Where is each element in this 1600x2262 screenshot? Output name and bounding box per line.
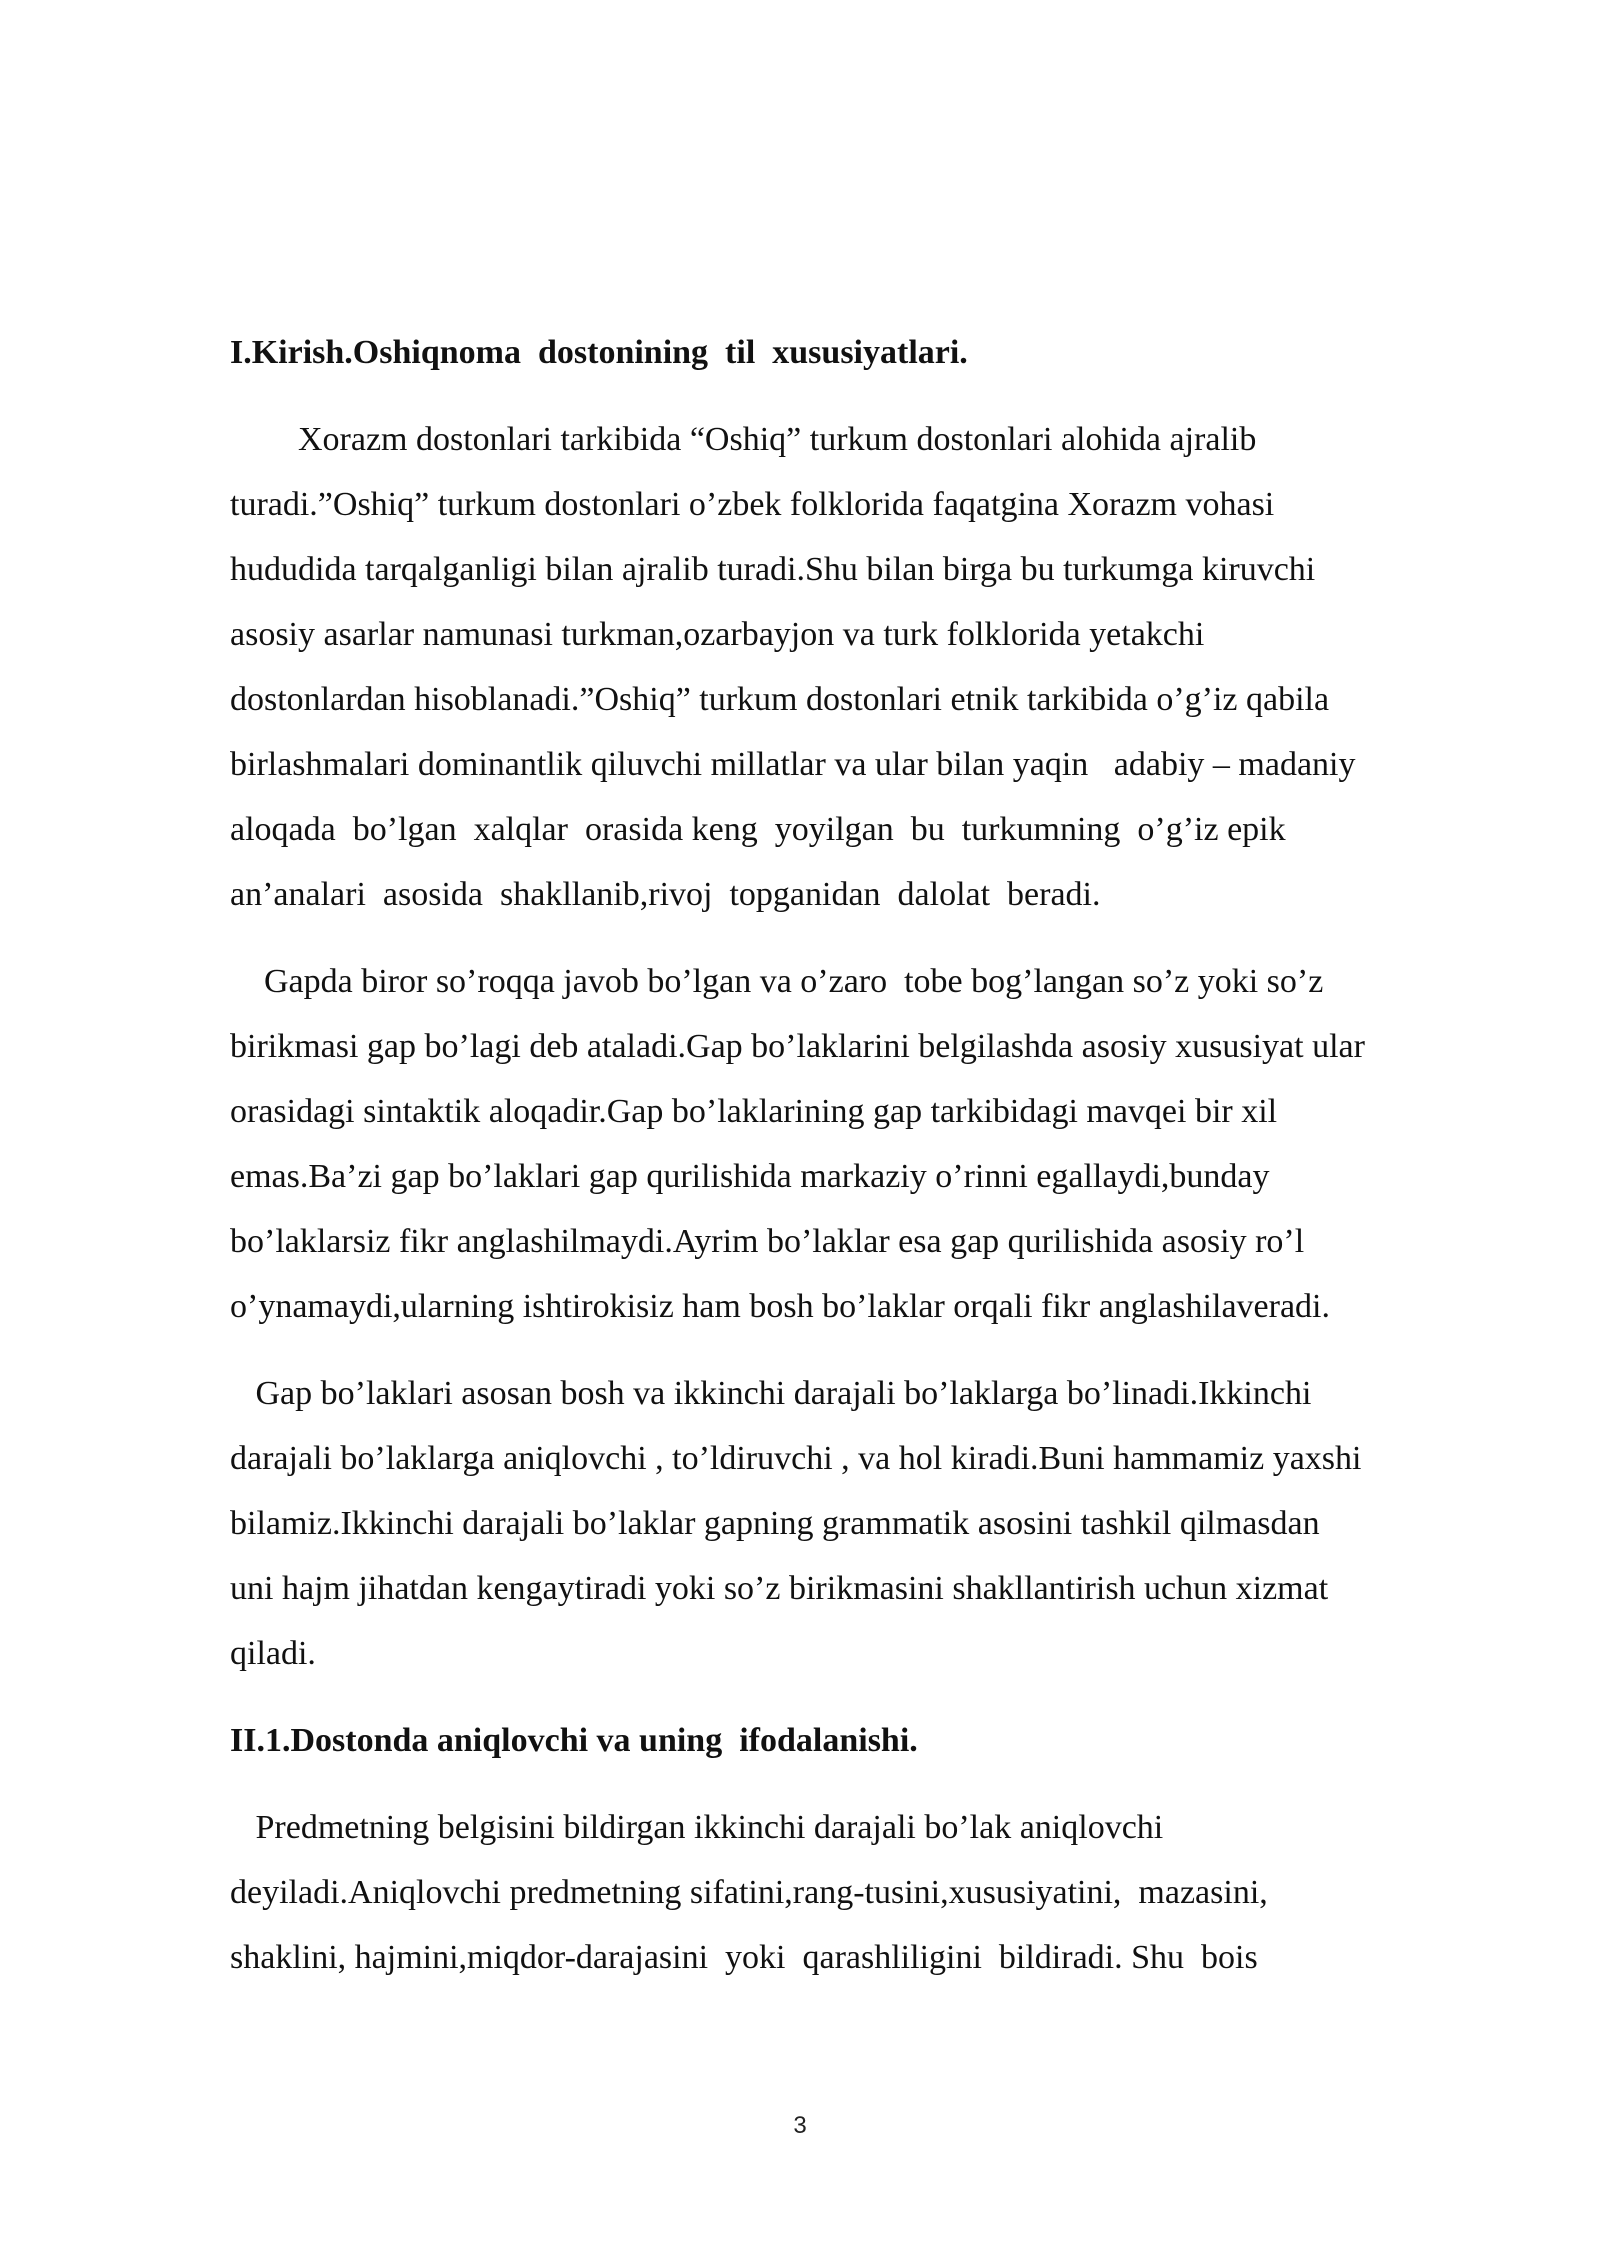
paragraph-sentence-parts <box>230 949 1500 1339</box>
text-line: birlashmalari dominantlik qiluvchi millatlar va ular bilan yaqin adabiy – madaniy <box>230 746 1356 783</box>
spacer <box>230 1339 1500 1361</box>
text-line: Gap bo’laklari asosan bosh va ikkinchi darajali bo’laklarga bo’linadi.Ikkinchi <box>230 1375 1312 1412</box>
text-line: deyiladi.Aniqlovchi predmetning sifatini,rang-tusini,xususiyatini, mazasini, <box>230 1874 1268 1911</box>
text-line: an’analari asosida shakllanib,rivoj topganidan dalolat beradi. <box>230 876 1101 913</box>
spacer <box>230 385 1500 407</box>
text-line: Predmetning belgisini bildirgan ikkinchi darajali bo’lak aniqlovchi <box>230 1809 1164 1846</box>
text-line: emas.Ba’zi gap bo’laklari gap qurilishida markaziy o’rinni egallaydi,bunday <box>230 1158 1270 1195</box>
text-line: Xorazm dostonlari tarkibida “Oshiq” turkum dostonlari alohida ajralib <box>230 421 1257 458</box>
text-line: dostonlardan hisoblanadi.”Oshiq” turkum dostonlari etnik tarkibida o’g’iz qabila <box>230 681 1330 718</box>
text-line: o’ynamaydi,ularning ishtirokisiz ham bosh bo’laklar orqali fikr anglashilaveradi. <box>230 1288 1330 1325</box>
text-line: orasidagi sintaktik aloqadir.Gap bo’laklarining gap tarkibidagi mavqei bir xil <box>230 1093 1278 1130</box>
text-line: Gapda biror so’roqqa javob bo’lgan va o’zaro tobe bog’langan so’z yoki so’z <box>230 963 1324 1000</box>
text-line: bilamiz.Ikkinchi darajali bo’laklar gapning grammatik asosini tashkil qilmasdan <box>230 1505 1320 1542</box>
text-line: uni hajm jihatdan kengaytiradi yoki so’z birikmasini shakllantirish uchun xizmat <box>230 1570 1329 1607</box>
section-heading-attribute: II.1.Dostonda aniqlovchi va uning ifodalanishi. <box>230 1722 918 1759</box>
spacer <box>230 1773 1500 1795</box>
section-heading-introduction: I.Kirish.Oshiqnoma dostonining til xususiyatlari. <box>230 334 968 371</box>
paragraph-attribute-definition <box>230 1795 1500 1990</box>
text-line: qiladi. <box>230 1635 316 1672</box>
text-line: shaklini, hajmini,miqdor-darajasini yoki qarashliligini bildiradi. Shu bois <box>230 1939 1258 1976</box>
spacer <box>230 927 1500 949</box>
text-line: turadi.”Oshiq” turkum dostonlari o’zbek folklorida faqatgina Xorazm vohasi <box>230 486 1275 523</box>
text-line: aloqada bo’lgan xalqlar orasida keng yoyilgan bu turkumning o’g’iz epik <box>230 811 1286 848</box>
text-line: asosiy asarlar namunasi turkman,ozarbayjon va turk folklorida yetakchi <box>230 616 1205 653</box>
text-line: birikmasi gap bo’lagi deb ataladi.Gap bo’laklarini belgilashda asosiy xususiyat ular <box>230 1028 1365 1065</box>
paragraph-oshiq-cycle <box>230 407 1500 927</box>
text-line: darajali bo’laklarga aniqlovchi , to’ldiruvchi , va hol kiradi.Buni hammamiz yaxshi <box>230 1440 1362 1477</box>
spacer <box>230 1686 1500 1708</box>
page-number: 3 <box>793 2112 807 2139</box>
text-line: bo’laklarsiz fikr anglashilmaydi.Ayrim bo’laklar esa gap qurilishida asosiy ro’l <box>230 1223 1305 1260</box>
paragraph-secondary-parts <box>230 1361 1500 1686</box>
page-body <box>230 320 1500 1990</box>
text-line: hududida tarqalganligi bilan ajralib turadi.Shu bilan birga bu turkumga kiruvchi <box>230 551 1316 588</box>
